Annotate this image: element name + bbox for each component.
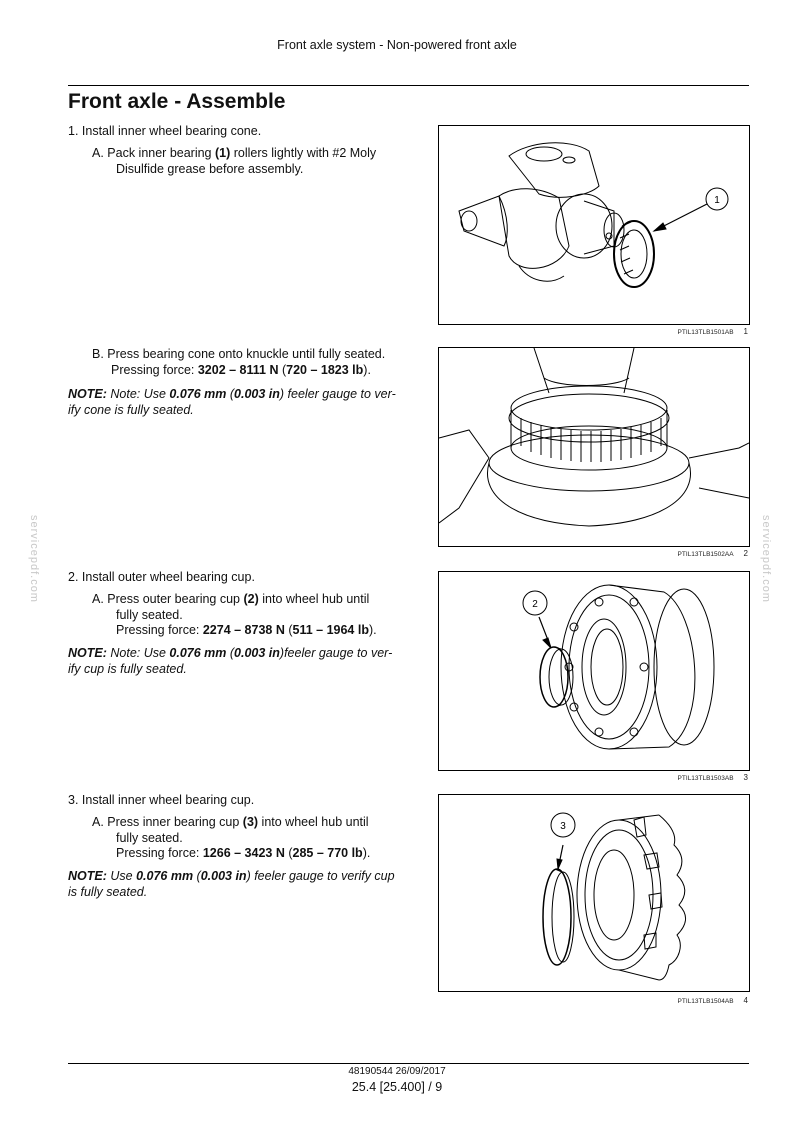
callout-2: 2 bbox=[532, 599, 538, 610]
figure-2-cone-seated bbox=[438, 347, 750, 547]
footer-page-number: 25.4 [25.400] / 9 bbox=[351, 1080, 443, 1094]
footer-rule bbox=[68, 1063, 749, 1064]
callout-3: 3 bbox=[560, 821, 566, 832]
callout-1: 1 bbox=[714, 195, 720, 206]
watermark-left: servicepdf.com bbox=[28, 515, 40, 603]
step-1: 1. Install inner wheel bearing cone. bbox=[68, 124, 262, 138]
step-2a: A. Press outer bearing cup (2) into wheel hub until fully seated. Pressing force: 2274 – 8738 N (511 – 1964 lb). bbox=[92, 592, 377, 637]
footer-doc-id: 48190544 26/09/2017 bbox=[348, 1066, 446, 1077]
figure-1-caption: PTIL13TLB1501AB 1 bbox=[677, 327, 748, 336]
note-2: NOTE: Note: Use 0.076 mm (0.003 in)feeler gauge to ver- ify cup is fully seated. bbox=[68, 646, 393, 676]
step-3: 3. Install inner wheel bearing cup. bbox=[68, 793, 255, 807]
figure-4-caption: PTIL13TLB1504AB 4 bbox=[677, 996, 748, 1005]
step-1b: B. Press bearing cone onto knuckle until fully seated. Pressing force: 3202 – 8111 N (720 – 1823 lb). bbox=[92, 347, 386, 377]
figure-3-outer-bearing-cup bbox=[438, 571, 750, 771]
figure-1-knuckle-bearing-cone bbox=[438, 125, 750, 325]
header-rule bbox=[68, 85, 749, 86]
page-title: Front axle - Assemble bbox=[68, 90, 286, 113]
figure-3-caption: PTIL13TLB1503AB 3 bbox=[677, 773, 748, 782]
step-1a: A. Pack inner bearing (1) rollers lightly with #2 Moly Disulfide grease before assembly. bbox=[92, 146, 377, 176]
figure-2-caption: PTIL13TLB1502AA 2 bbox=[677, 549, 748, 558]
note-3: NOTE: Use 0.076 mm (0.003 in) feeler gauge to verify cup is fully seated. bbox=[68, 869, 395, 899]
running-header: Front axle system - Non-powered front axle bbox=[277, 38, 517, 52]
figure-4-inner-bearing-cup bbox=[438, 794, 750, 992]
step-3a: A. Press inner bearing cup (3) into wheel hub until fully seated. Pressing force: 1266 – 3423 N (285 – 770 lb). bbox=[92, 815, 371, 860]
note-1: NOTE: Note: Use 0.076 mm (0.003 in) feeler gauge to ver- ify cone is fully seated. bbox=[68, 387, 396, 417]
watermark-right: servicepdf.com bbox=[760, 515, 772, 603]
step-2: 2. Install outer wheel bearing cup. bbox=[68, 570, 255, 584]
